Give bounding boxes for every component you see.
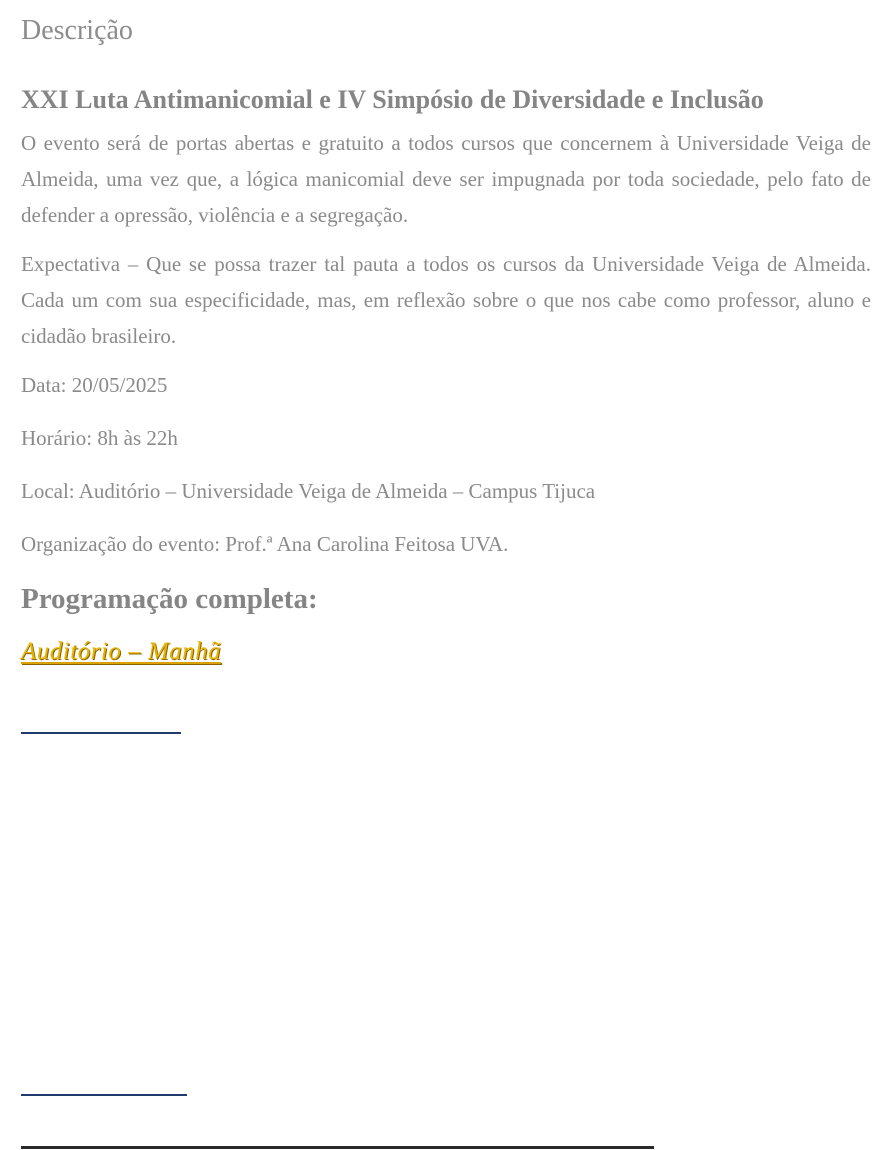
divider-line [21,1094,187,1096]
paragraph-intro: O evento será de portas abertas e gratuito a todos cursos que concernem à Universidade Veiga de Almeida, uma vez que, a lógica manicomial deve ser impugnada por toda sociedade, pelo fato de defender a opressão, violência e a segregação. [21,131,871,227]
auditorium-morning-link[interactable]: Auditório – Manhã [21,638,222,665]
divider-line [21,732,181,734]
event-description [21,0,871,667]
section-heading: Descrição [21,15,133,46]
divider-line [21,1146,654,1149]
program-heading: Programação completa: [21,583,318,615]
event-date: Data: 20/05/2025 [21,373,168,397]
paragraph-expectation: Expectativa – Que se possa trazer tal pauta a todos os cursos da Universidade Veiga de Almeida. Cada um com sua especificidade, mas, em reflexão sobre o que nos cabe como professor, aluno e cidadão brasileiro. [21,252,871,348]
event-time: Horário: 8h às 22h [21,426,178,450]
event-organization: Organização do evento: Prof.ª Ana Carolina Feitosa UVA. [21,532,509,556]
event-title: XXI Luta Antimanicomial e IV Simpósio de Diversidade e Inclusão [21,85,764,114]
event-location: Local: Auditório – Universidade Veiga de Almeida – Campus Tijuca [21,479,596,503]
